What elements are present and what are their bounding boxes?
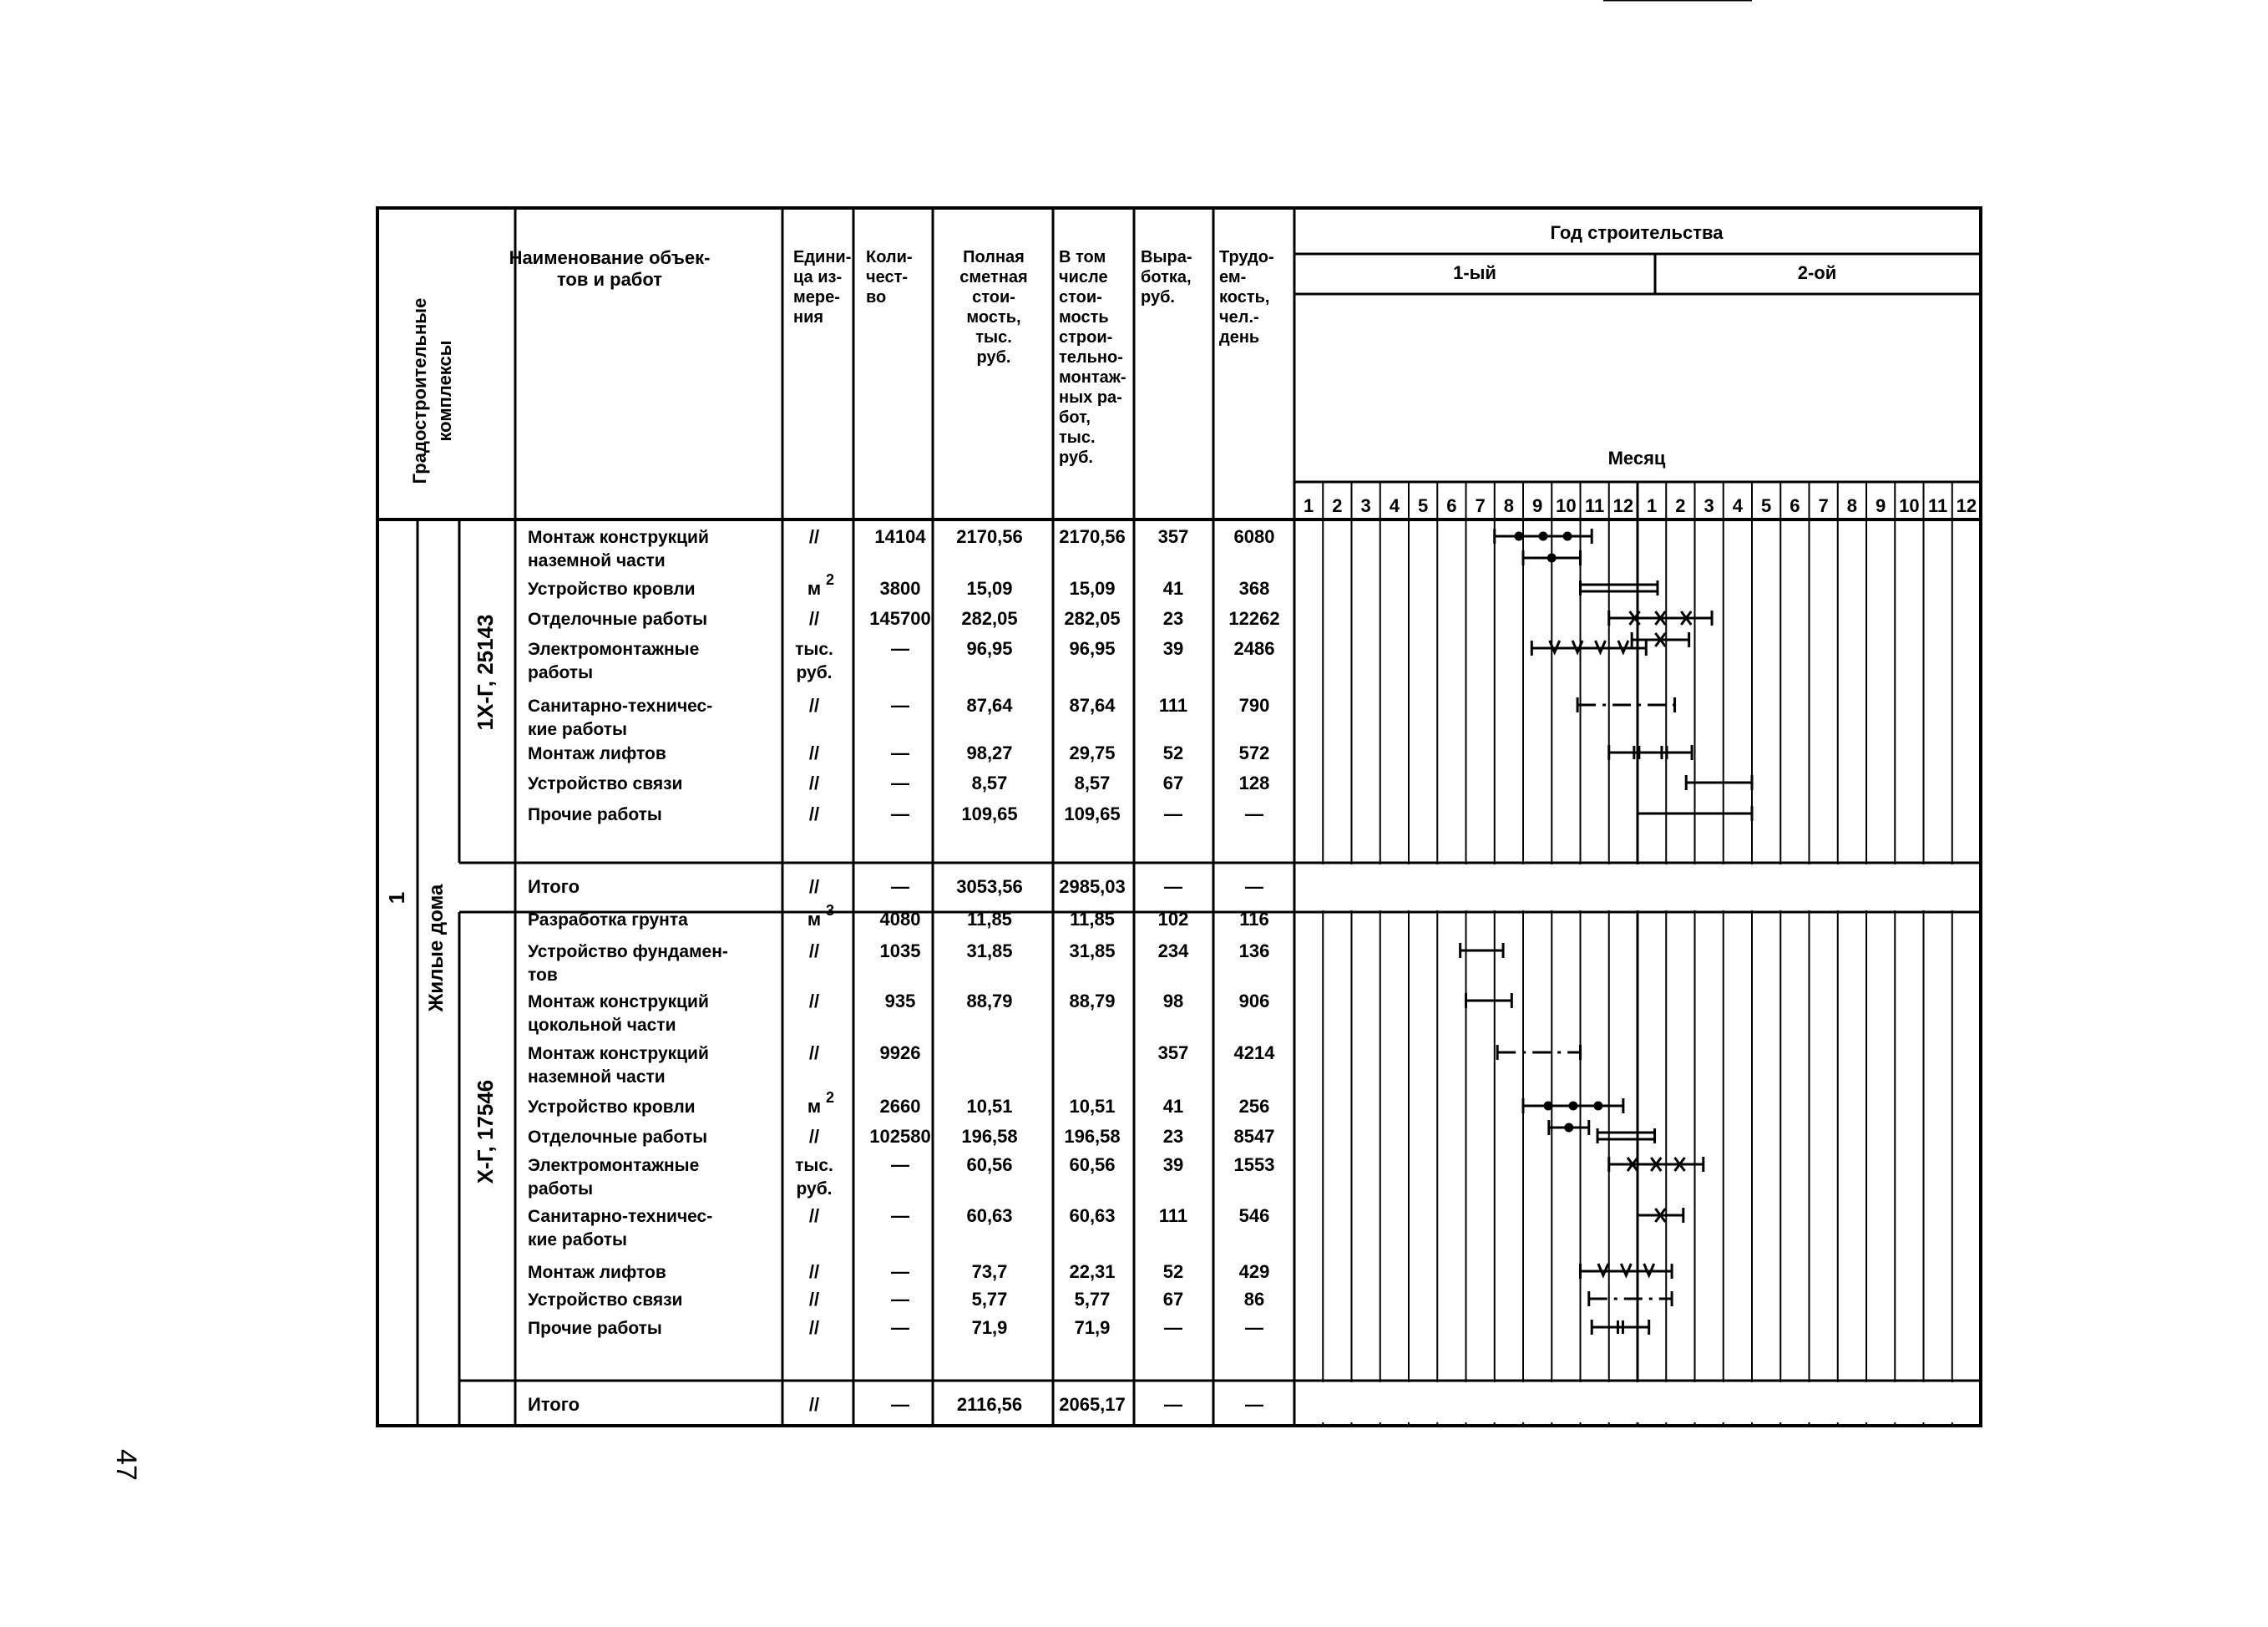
output: 111 xyxy=(1158,695,1188,716)
labor: 546 xyxy=(1238,1205,1270,1226)
month-label: 4 xyxy=(1732,495,1743,516)
labor: 368 xyxy=(1238,578,1270,599)
full-cost: 196,58 xyxy=(961,1126,1018,1147)
month-label: 6 xyxy=(1446,495,1457,516)
full-cost: 73,7 xyxy=(971,1261,1008,1282)
unit: // xyxy=(808,1289,820,1310)
bar-vee xyxy=(1618,641,1628,652)
full-cost: 87,64 xyxy=(966,695,1013,716)
construction-cost: 109,65 xyxy=(1064,803,1121,824)
full-cost: 60,63 xyxy=(966,1205,1013,1226)
header-labor: ем- xyxy=(1219,268,1247,286)
labor: 790 xyxy=(1238,695,1270,716)
total-label: Итого xyxy=(528,1394,580,1415)
unit: // xyxy=(808,1205,820,1226)
gantt-bar xyxy=(1589,1291,1672,1306)
unit: руб. xyxy=(796,1179,833,1199)
output: 39 xyxy=(1162,1154,1184,1175)
page-number: 47 xyxy=(110,1449,142,1481)
unit: // xyxy=(808,1042,820,1063)
header-cost: мость, xyxy=(966,308,1021,327)
construction-cost: 196,58 xyxy=(1064,1126,1121,1147)
bar-dot xyxy=(1515,532,1523,540)
quantity: 2660 xyxy=(879,1096,921,1117)
bar-dot xyxy=(1594,1102,1602,1110)
month-label: 4 xyxy=(1389,495,1400,516)
work-name: Устройство кровли xyxy=(528,1097,696,1117)
gantt-bar xyxy=(1497,1045,1580,1060)
labor: 572 xyxy=(1238,743,1270,763)
gantt-bar xyxy=(1466,993,1512,1008)
quantity: — xyxy=(891,638,909,659)
work-name: кие работы xyxy=(528,720,627,739)
bar-vee xyxy=(1621,1264,1631,1275)
unit-superscript: 3 xyxy=(826,902,835,919)
header-unit: ния xyxy=(793,308,824,327)
gantt-bar xyxy=(1581,580,1658,596)
labor: 906 xyxy=(1238,991,1270,1011)
gantt-bar xyxy=(1686,775,1752,790)
unit-superscript: 2 xyxy=(826,571,835,588)
month-label: 10 xyxy=(1899,495,1920,516)
header-cmr: тельно- xyxy=(1059,348,1123,367)
gantt-bar xyxy=(1577,697,1674,712)
output: 357 xyxy=(1157,1042,1189,1063)
construction-cost: 87,64 xyxy=(1069,695,1116,716)
month-label: 3 xyxy=(1360,495,1371,516)
full-cost: 11,85 xyxy=(967,909,1012,930)
labor: — xyxy=(1245,876,1263,897)
unit: // xyxy=(808,1394,820,1415)
full-cost: 88,79 xyxy=(966,991,1013,1011)
bar-vee xyxy=(1598,1264,1608,1275)
work-name: Электромонтажные xyxy=(528,1156,700,1175)
month-label: 8 xyxy=(1503,495,1514,516)
header-output: руб. xyxy=(1141,288,1175,307)
labor: 2486 xyxy=(1233,638,1275,659)
bar-dot xyxy=(1544,1102,1552,1110)
header-cmr: бот, xyxy=(1059,408,1091,427)
unit: // xyxy=(808,1261,820,1282)
complexes-header: Градостроительные xyxy=(409,297,430,484)
gantt-bar xyxy=(1531,641,1646,656)
labor: — xyxy=(1245,803,1263,824)
construction-cost: 8,57 xyxy=(1074,773,1111,793)
header-labor: день xyxy=(1219,328,1260,347)
header-cost: руб. xyxy=(976,348,1011,367)
header-qty: Коли- xyxy=(866,248,913,266)
header-cost: стои- xyxy=(972,288,1015,307)
output: 23 xyxy=(1162,608,1184,629)
labor: 4214 xyxy=(1233,1042,1275,1063)
quantity: — xyxy=(891,1154,909,1175)
quantity: 1035 xyxy=(879,940,921,961)
labor: 256 xyxy=(1238,1096,1270,1117)
work-name: кие работы xyxy=(528,1230,627,1249)
gantt-bar xyxy=(1495,529,1592,544)
work-name: Монтаж конструкций xyxy=(528,1044,709,1063)
construction-cost: 31,85 xyxy=(1069,940,1116,961)
work-name: Монтаж конструкций xyxy=(528,992,709,1011)
month-label: 1 xyxy=(1647,495,1658,516)
output: 39 xyxy=(1162,638,1184,659)
gantt-bar xyxy=(1581,1264,1673,1279)
quantity: — xyxy=(891,1205,909,1226)
header-name: Наименование объек- xyxy=(509,247,711,268)
output: — xyxy=(1164,1394,1182,1415)
quantity: — xyxy=(891,743,909,763)
month-label: 1 xyxy=(1304,495,1314,516)
month-label: 7 xyxy=(1818,495,1829,516)
work-name: тов xyxy=(528,966,558,985)
labor: — xyxy=(1245,1317,1263,1338)
work-name: Разработка грунта xyxy=(528,910,688,930)
construction-cost: 29,75 xyxy=(1069,743,1116,763)
unit: тыс. xyxy=(795,1156,833,1175)
header-qty: во xyxy=(866,288,887,307)
quantity: — xyxy=(891,1289,909,1310)
construction-cost: 60,56 xyxy=(1069,1154,1116,1175)
quantity: 14104 xyxy=(874,526,926,547)
full-cost: 8,57 xyxy=(971,773,1008,793)
quantity: 102580 xyxy=(869,1126,931,1147)
month-label: 10 xyxy=(1556,495,1577,516)
bar-vee xyxy=(1595,641,1605,652)
unit: м xyxy=(807,578,822,599)
total-label: Итого xyxy=(528,876,580,897)
work-name: работы xyxy=(528,1179,594,1199)
labor: 12262 xyxy=(1228,608,1280,629)
output: 41 xyxy=(1162,578,1184,599)
work-name: Монтаж лифтов xyxy=(528,744,666,763)
header-labor: чел.- xyxy=(1219,308,1259,327)
unit: // xyxy=(808,1317,820,1338)
unit: // xyxy=(808,940,820,961)
header-cmr: руб. xyxy=(1059,449,1093,467)
month-label: 5 xyxy=(1761,495,1772,516)
quantity: — xyxy=(891,1394,909,1415)
construction-cost: 10,51 xyxy=(1069,1096,1116,1117)
header-cost: тыс. xyxy=(975,328,1012,347)
unit: // xyxy=(808,743,820,763)
header-output: ботка, xyxy=(1141,268,1192,286)
month-label: 2 xyxy=(1332,495,1343,516)
month-label: 9 xyxy=(1876,495,1886,516)
header-labor: кость, xyxy=(1219,288,1270,307)
header-cmr: ных ра- xyxy=(1059,388,1122,407)
output: 23 xyxy=(1162,1126,1184,1147)
work-name: Устройство связи xyxy=(528,774,683,793)
work-name: Прочие работы xyxy=(528,1319,662,1338)
work-name: Устройство связи xyxy=(528,1290,683,1310)
total-row-fill xyxy=(1296,1382,1979,1422)
quantity: — xyxy=(891,773,909,793)
bar-vee xyxy=(1644,1264,1654,1275)
month-label: 3 xyxy=(1704,495,1714,516)
labor: 429 xyxy=(1238,1261,1270,1282)
output: 234 xyxy=(1157,940,1189,961)
month-label: 12 xyxy=(1956,495,1977,516)
unit: // xyxy=(808,526,820,547)
month-label: 11 xyxy=(1584,495,1605,516)
full-cost: 96,95 xyxy=(966,638,1013,659)
year-title: Год строительства xyxy=(1550,222,1724,243)
construction-cost: 88,79 xyxy=(1069,991,1116,1011)
header-cmr: строи- xyxy=(1059,328,1113,347)
header-cmr: мость xyxy=(1059,308,1109,327)
month-label: 8 xyxy=(1846,495,1857,516)
construction-cost: 282,05 xyxy=(1064,608,1121,629)
header-output: Выра- xyxy=(1141,248,1192,266)
work-name: наземной части xyxy=(528,551,666,570)
gantt-bar xyxy=(1609,1157,1704,1172)
header-cmr: монтаж- xyxy=(1059,368,1126,387)
gantt-bar xyxy=(1592,1320,1649,1335)
unit: // xyxy=(808,876,820,897)
full-cost: 98,27 xyxy=(966,743,1013,763)
quantity: — xyxy=(891,1261,909,1282)
bar-dot xyxy=(1547,554,1556,562)
bar-dot xyxy=(1565,1123,1573,1132)
work-name: Монтаж лифтов xyxy=(528,1263,666,1282)
quantity: 935 xyxy=(884,991,916,1011)
labor: 86 xyxy=(1243,1289,1265,1310)
labor: 1553 xyxy=(1233,1154,1275,1175)
unit: // xyxy=(808,773,820,793)
full-cost: 109,65 xyxy=(961,803,1018,824)
month-label: 6 xyxy=(1790,495,1800,516)
full-cost: 2170,56 xyxy=(956,526,1023,547)
labor: 6080 xyxy=(1233,526,1275,547)
complexes-header-2: комплексы xyxy=(434,340,455,442)
header-cmr: В том xyxy=(1059,248,1106,266)
output: — xyxy=(1164,876,1182,897)
full-cost: 15,09 xyxy=(966,578,1013,599)
work-name: наземной части xyxy=(528,1067,666,1087)
complex-number: 1 xyxy=(384,891,409,905)
month-title: Месяц xyxy=(1607,448,1666,469)
construction-cost: 11,85 xyxy=(1070,909,1115,930)
full-cost: 71,9 xyxy=(971,1317,1008,1338)
output: 67 xyxy=(1162,773,1184,793)
month-label: 11 xyxy=(1927,495,1948,516)
quantity: 3800 xyxy=(879,578,921,599)
full-cost: 2116,56 xyxy=(956,1394,1023,1415)
work-name: цокольной части xyxy=(528,1016,676,1035)
construction-cost: 5,77 xyxy=(1074,1289,1111,1310)
output: 111 xyxy=(1158,1205,1188,1226)
gantt-bar xyxy=(1597,1128,1655,1143)
month-label: 5 xyxy=(1418,495,1429,516)
quantity: — xyxy=(891,695,909,716)
total-row-fill xyxy=(1296,864,1979,910)
labor: 136 xyxy=(1238,940,1270,961)
quantity: — xyxy=(891,1317,909,1338)
complex-name: Жилые дома xyxy=(425,884,448,1012)
output: 41 xyxy=(1162,1096,1184,1117)
header-name: тов и работ xyxy=(556,269,663,290)
gantt-bar xyxy=(1632,632,1689,647)
unit-superscript: 2 xyxy=(826,1089,835,1106)
unit: м xyxy=(807,909,822,930)
full-cost: 10,51 xyxy=(966,1096,1013,1117)
output: 67 xyxy=(1162,1289,1184,1310)
output: 52 xyxy=(1162,743,1184,763)
header-cost: сметная xyxy=(959,268,1028,286)
gantt-bar xyxy=(1638,1208,1683,1223)
labor: 116 xyxy=(1239,909,1269,930)
unit: // xyxy=(808,803,820,824)
work-name: Устройство кровли xyxy=(528,580,696,599)
month-label: 12 xyxy=(1612,495,1634,516)
quantity: — xyxy=(891,803,909,824)
work-name: Санитарно-техничес- xyxy=(528,1207,713,1226)
header-cmr: стои- xyxy=(1059,288,1102,307)
header-unit: Едини- xyxy=(793,248,852,266)
header-cost: Полная xyxy=(963,248,1025,266)
output: 357 xyxy=(1157,526,1189,547)
unit: // xyxy=(808,695,820,716)
full-cost: 31,85 xyxy=(966,940,1013,961)
construction-cost: 2170,56 xyxy=(1059,526,1126,547)
work-name: Прочие работы xyxy=(528,805,662,824)
month-label: 9 xyxy=(1532,495,1543,516)
work-name: работы xyxy=(528,663,594,682)
full-cost: 60,56 xyxy=(966,1154,1013,1175)
bar-dot xyxy=(1539,532,1547,540)
full-cost: 3053,56 xyxy=(956,876,1023,897)
header-unit: ца из- xyxy=(793,268,843,286)
output: — xyxy=(1164,1317,1182,1338)
month-label: 7 xyxy=(1475,495,1486,516)
bar-dot xyxy=(1563,532,1572,540)
output: — xyxy=(1164,803,1182,824)
unit: тыс. xyxy=(795,640,833,659)
header-unit: мере- xyxy=(793,288,840,307)
year-1: 1-ый xyxy=(1453,262,1496,283)
full-cost: 282,05 xyxy=(961,608,1018,629)
full-cost: 5,77 xyxy=(971,1289,1008,1310)
output: 102 xyxy=(1157,909,1189,930)
group-code: Х-Г, 17546 xyxy=(473,1079,498,1184)
output: 98 xyxy=(1162,991,1184,1011)
work-name: Электромонтажные xyxy=(528,640,700,659)
unit: // xyxy=(808,608,820,629)
construction-cost: 60,63 xyxy=(1069,1205,1116,1226)
output: 52 xyxy=(1162,1261,1184,1282)
construction-cost: 22,31 xyxy=(1069,1261,1116,1282)
header-labor: Трудо- xyxy=(1219,248,1274,266)
construction-cost: 15,09 xyxy=(1069,578,1116,599)
quantity: 145700 xyxy=(869,608,931,629)
unit: // xyxy=(808,991,820,1011)
unit: // xyxy=(808,1126,820,1147)
group-code: 1Х-Г, 25143 xyxy=(473,614,498,731)
bar-dot xyxy=(1569,1102,1577,1110)
construction-cost: 2985,03 xyxy=(1059,876,1126,897)
header-cmr: числе xyxy=(1059,268,1108,286)
quantity: 9926 xyxy=(879,1042,921,1063)
header-cmr: тыс. xyxy=(1059,428,1096,447)
work-name: Отделочные работы xyxy=(528,610,708,629)
construction-cost: 71,9 xyxy=(1074,1317,1111,1338)
work-name: Устройство фундамен- xyxy=(528,942,728,961)
quantity: — xyxy=(891,876,909,897)
labor: 128 xyxy=(1238,773,1270,793)
work-name: Монтаж конструкций xyxy=(528,528,709,547)
construction-cost: 2065,17 xyxy=(1059,1394,1126,1415)
header-qty: чест- xyxy=(866,268,909,286)
gantt-bar xyxy=(1609,611,1712,626)
gantt-bar xyxy=(1609,745,1692,760)
unit: м xyxy=(807,1096,822,1117)
labor: 8547 xyxy=(1233,1126,1275,1147)
month-label: 2 xyxy=(1675,495,1686,516)
work-name: Санитарно-техничес- xyxy=(528,697,713,716)
work-name: Отделочные работы xyxy=(528,1128,708,1147)
quantity: 4080 xyxy=(879,909,921,930)
construction-cost: 96,95 xyxy=(1069,638,1116,659)
gantt-bar xyxy=(1549,1120,1589,1135)
unit: руб. xyxy=(796,663,833,682)
year-2: 2-ой xyxy=(1797,262,1837,283)
labor: — xyxy=(1245,1394,1263,1415)
